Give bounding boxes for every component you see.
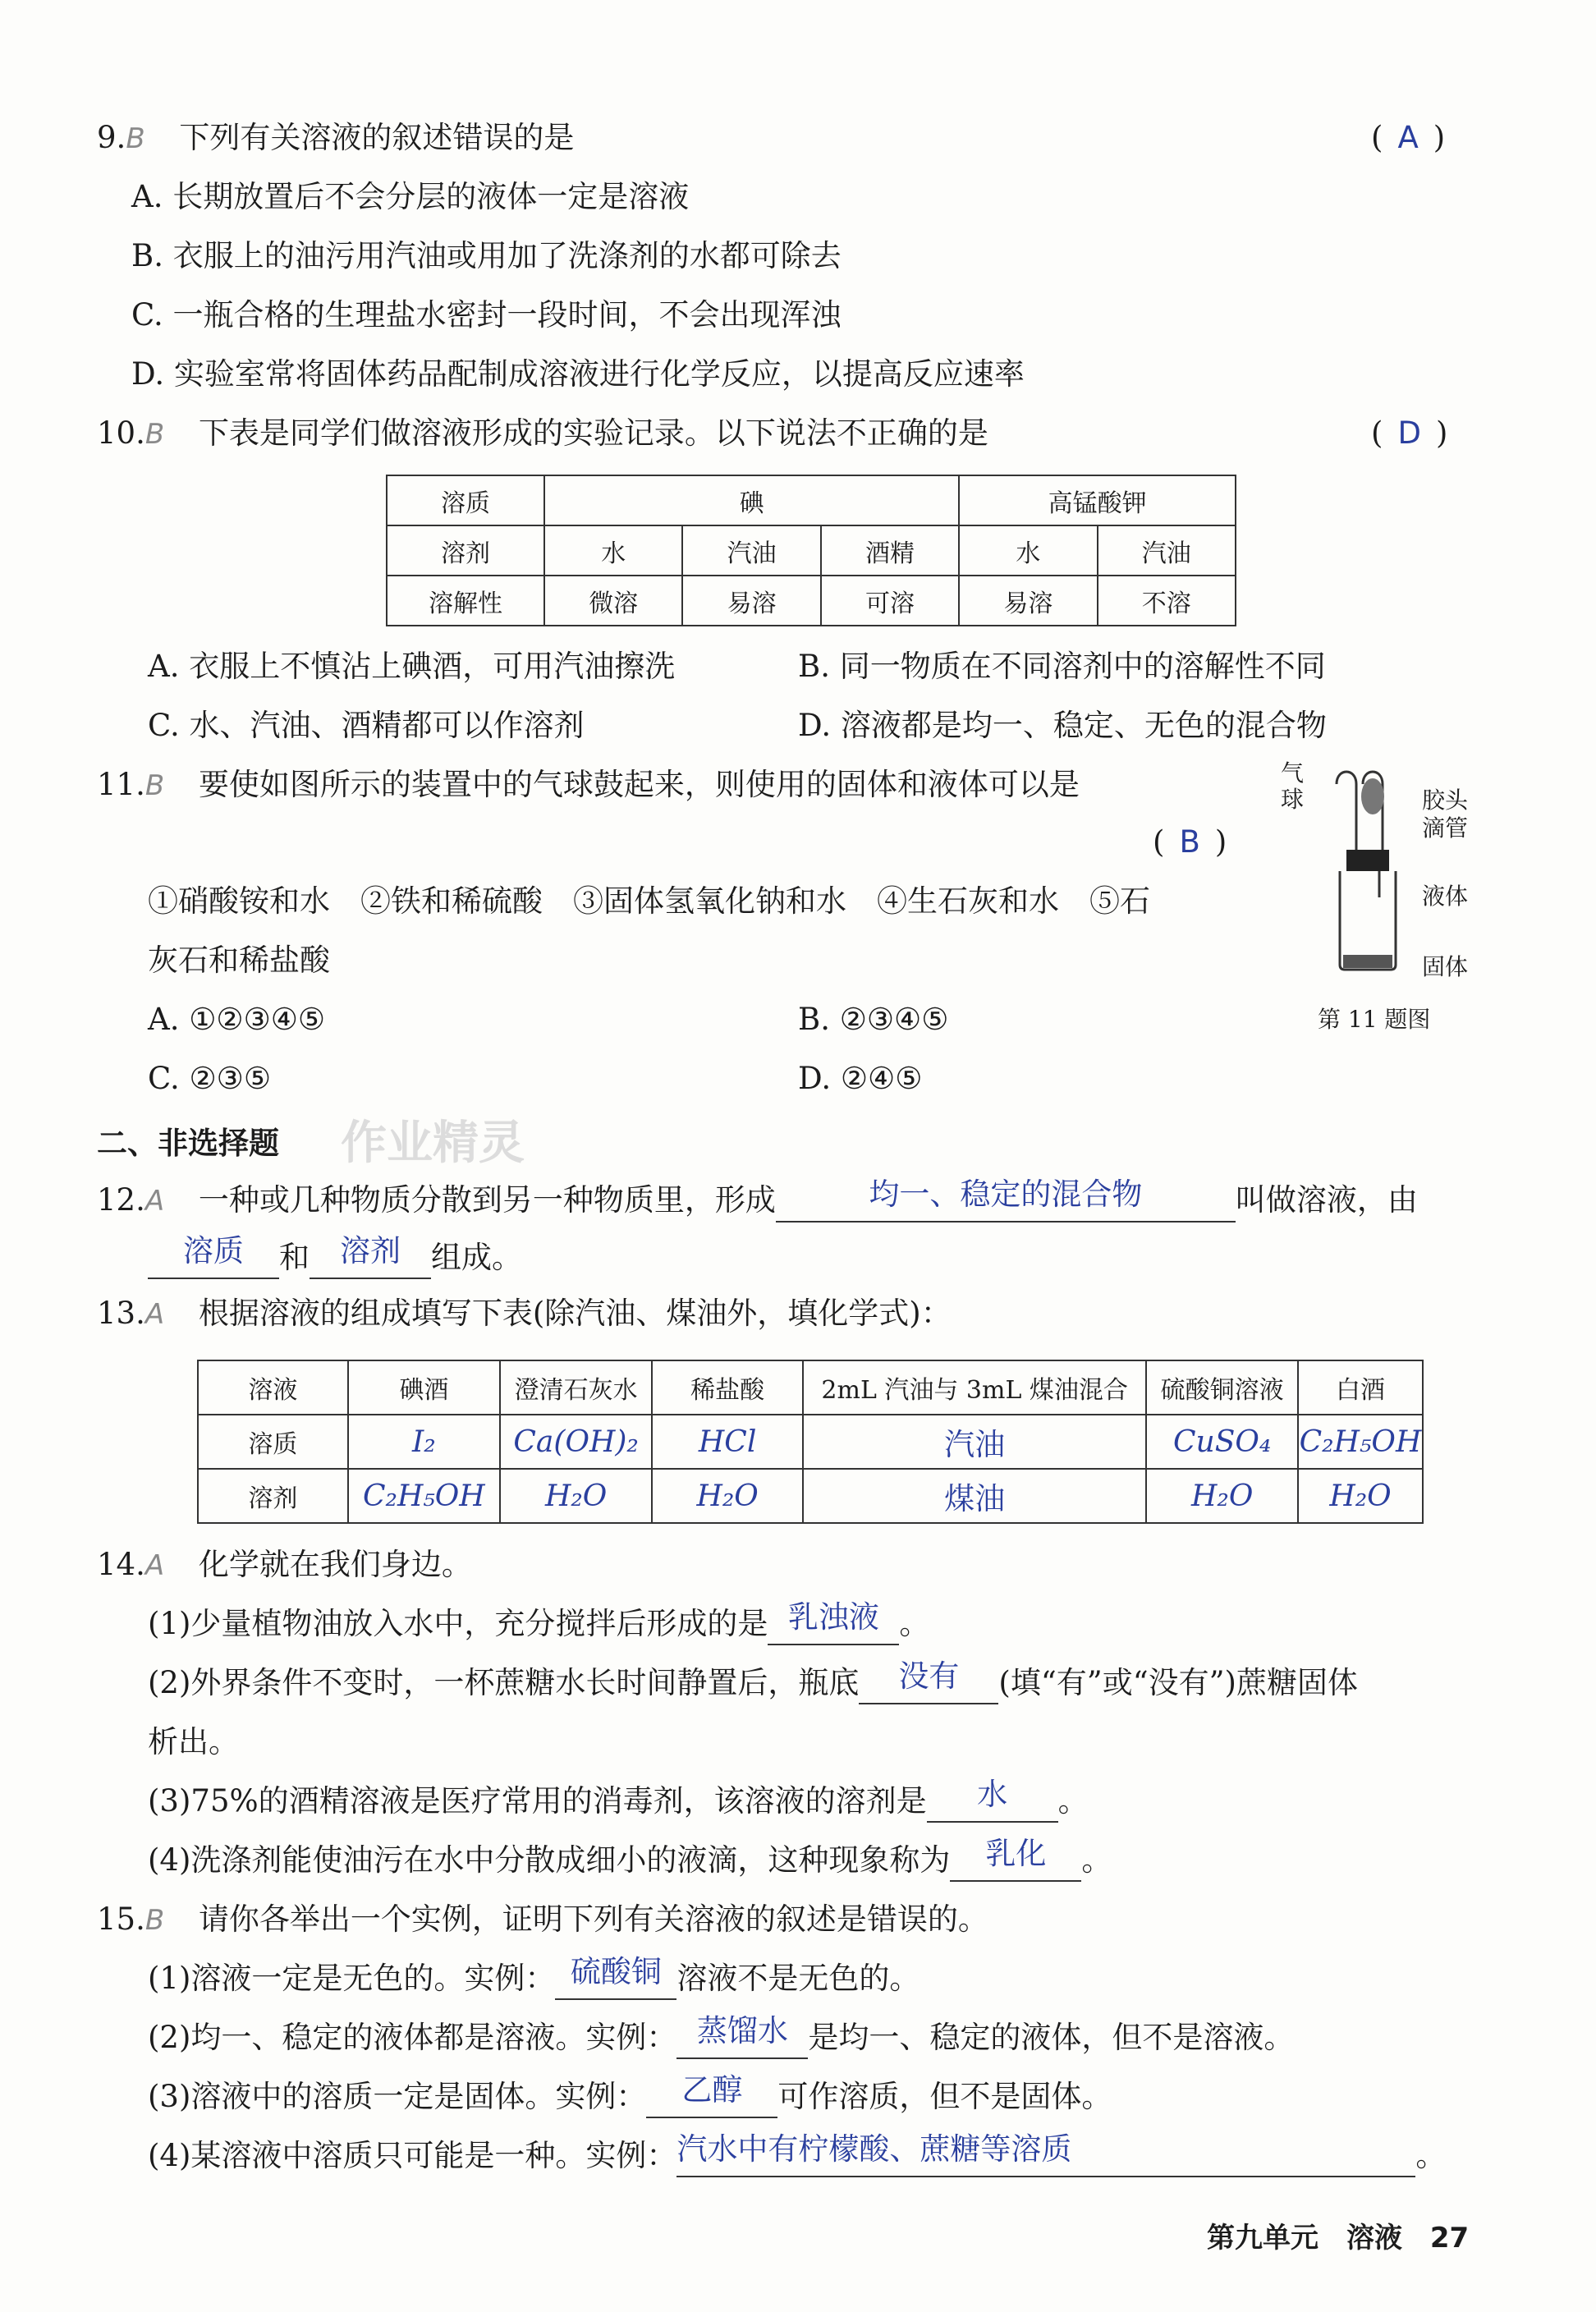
q15-p1-answer: 硫酸铜 <box>570 1954 662 1989</box>
solid-layer <box>1343 955 1392 968</box>
q15-p4-text: (4)某溶液中溶质只可能是一种。实例： <box>148 2138 677 2173</box>
q9-answer: A <box>1397 120 1419 155</box>
q9-option-d: D. 实验室常将固体药品配制成溶液进行化学反应，以提高反应速率 <box>131 356 1025 392</box>
q10-cell: 易溶 <box>959 576 1097 626</box>
q10-cell: 易溶 <box>682 576 820 626</box>
q14-p1-answer: 乳浊液 <box>787 1599 879 1635</box>
q15-p2-blank[interactable] <box>676 2013 808 2059</box>
q13-solvent-cell[interactable]: H₂O <box>1146 1469 1298 1523</box>
q15-number: 15. <box>97 1901 145 1937</box>
q10-row3-label: 溶解性 <box>387 576 544 626</box>
q12-line2 <box>148 1233 522 1279</box>
watermark: 作业精灵 <box>341 1117 525 1170</box>
q10-option-b: B. 同一物质在不同溶剂中的溶解性不同 <box>798 649 1326 684</box>
page-number: 27 <box>1429 2222 1470 2255</box>
q12-text3: 和 <box>279 1240 310 1275</box>
q12-text4: 组成。 <box>431 1240 522 1275</box>
q12-number: 12. <box>97 1182 145 1218</box>
q12-line1 <box>97 1179 1418 1223</box>
q14-p3-answer: 水 <box>977 1777 1008 1812</box>
q10-cell: 汽油 <box>682 525 820 576</box>
q15-p2-answer: 蒸馏水 <box>696 2013 788 2048</box>
q10-stem: 下表是同学们做溶液形成的实验记录。以下说法不正确的是 <box>198 415 988 451</box>
flask-apparatus-diagram <box>1314 759 1420 973</box>
q14-p4-answer: 乳化 <box>985 1836 1047 1871</box>
q13-line <box>97 1292 952 1336</box>
q12-text1: 一种或几种物质分散到另一种物质里，形成 <box>198 1182 776 1218</box>
q15-p4-end: 。 <box>1415 2138 1447 2173</box>
q15-p4-blank[interactable] <box>676 2131 1415 2177</box>
q12-blank1[interactable] <box>776 1177 1236 1223</box>
q14-part2-cont: 析出。 <box>148 1724 239 1759</box>
q13-header: 碘酒 <box>348 1360 500 1415</box>
q10-iodine: 碘 <box>544 475 959 525</box>
stopper <box>1346 850 1389 871</box>
q14-p4-end: 。 <box>1081 1842 1112 1878</box>
q13-solvent-cell[interactable]: H₂O <box>500 1469 652 1523</box>
q13-number: 13. <box>97 1296 145 1331</box>
q14-stem: 化学就在我们身边。 <box>198 1547 472 1582</box>
q9-level: B <box>126 122 145 155</box>
q10-option-c: C. 水、汽油、酒精都可以作溶剂 <box>148 708 585 743</box>
q13-solute-cell[interactable]: I₂ <box>348 1415 500 1469</box>
q15-p3-blank[interactable] <box>646 2072 777 2118</box>
q10-option-d: D. 溶液都是均一、稳定、无色的混合物 <box>798 708 1327 743</box>
section-title: 二、非选择题 <box>97 1126 279 1161</box>
q11-number: 11. <box>97 767 145 802</box>
q15-part1 <box>148 1954 920 2000</box>
q10-cell: 水 <box>959 525 1097 576</box>
q13-solute-cell[interactable]: HCl <box>652 1415 803 1469</box>
q13-header: 澄清石灰水 <box>500 1360 652 1415</box>
q15-p3-answer: 乙醇 <box>681 2072 743 2108</box>
q15-p2-text: (2)均一、稳定的液体都是溶液。实例： <box>148 2020 677 2055</box>
figure-caption: 第 11 题图 <box>1318 1006 1431 1033</box>
q15-part4 <box>148 2131 1447 2177</box>
q10-kmno4: 高锰酸钾 <box>959 475 1236 525</box>
q15-p1-blank[interactable] <box>555 1954 676 2000</box>
q14-p3-text: (3)75%的酒精溶液是医疗常用的消毒剂，该溶液的溶剂是 <box>148 1783 927 1819</box>
q13-solute-label: 溶质 <box>198 1415 348 1469</box>
q13-stem: 根据溶液的组成填写下表(除汽油、煤油外，填化学式)： <box>198 1296 952 1331</box>
q13-solute-cell[interactable]: Ca(OH)₂ <box>500 1415 652 1469</box>
q12-answer2: 溶质 <box>183 1233 244 1268</box>
q13-solute-cell[interactable]: C₂H₅OH <box>1298 1415 1423 1469</box>
q10-number: 10. <box>97 415 145 451</box>
q13-header: 硫酸铜溶液 <box>1146 1360 1298 1415</box>
q15-p3-end: 可作溶质，但不是固体。 <box>777 2079 1112 2114</box>
q14-p4-blank[interactable] <box>950 1836 1081 1882</box>
q14-part1 <box>148 1599 930 1645</box>
footer <box>1207 2215 1469 2255</box>
dropper-label <box>1422 787 1468 842</box>
q14-p2-text: (2)外界条件不变时，一杯蔗糖水长时间静置后，瓶底 <box>148 1665 860 1700</box>
q13-solvent-label: 溶剂 <box>198 1469 348 1523</box>
q14-part3 <box>148 1777 1089 1823</box>
q10-level: B <box>144 418 165 451</box>
q15-stem: 请你各举出一个实例，证明下列有关溶液的叙述是错误的。 <box>198 1901 988 1937</box>
q14-p1-blank[interactable] <box>768 1599 899 1645</box>
q11-option-a: A. ①②③④⑤ <box>148 1002 326 1037</box>
unit-title: 第九单元 溶液 <box>1207 2222 1402 2255</box>
q13-header: 2mL 汽油与 3mL 煤油混合 <box>803 1360 1146 1415</box>
q14-part2 <box>148 1658 1358 1704</box>
solid-label: 固体 <box>1422 953 1469 980</box>
q9-option-a: A. 长期放置后不会分层的液体一定是溶液 <box>131 179 690 214</box>
q12-blank2[interactable] <box>148 1233 279 1279</box>
q10-cell: 不溶 <box>1098 576 1236 626</box>
q9-option-b: B. 衣服上的油污用汽油或用加了洗涤剂的水都可除去 <box>131 238 842 273</box>
q13-table <box>197 1360 1424 1524</box>
q14-part4 <box>148 1836 1112 1882</box>
q14-p3-end: 。 <box>1057 1783 1089 1819</box>
q11-level: B <box>144 769 165 802</box>
q9-answer-bracket: ( A ) <box>1371 120 1446 155</box>
q9-option-c: C. 一瓶合格的生理盐水密封一段时间，不会出现浑浊 <box>131 297 842 333</box>
q10-table <box>386 475 1236 626</box>
q12-blank3[interactable] <box>310 1233 431 1279</box>
q10-cell: 酒精 <box>821 525 959 576</box>
q11-line <box>97 764 1080 807</box>
q10-row1-label: 溶质 <box>387 475 544 525</box>
q13-solute-cell[interactable]: CuSO₄ <box>1146 1415 1298 1469</box>
q10-line <box>97 412 988 456</box>
q15-part2 <box>148 2013 1295 2059</box>
q15-p1-end: 溶液不是无色的。 <box>676 1961 920 1996</box>
q13-solvent-cell[interactable]: H₂O <box>652 1469 803 1523</box>
q15-level: B <box>144 1904 165 1937</box>
q12-answer3: 溶剂 <box>340 1233 401 1268</box>
dropper-label-line2: 滴管 <box>1422 814 1469 842</box>
q14-p3-blank[interactable] <box>927 1777 1058 1823</box>
q15-p1-text: (1)溶液一定是无色的。实例： <box>148 1961 556 1996</box>
q15-line <box>97 1898 988 1942</box>
q13-solute-cell[interactable]: 汽油 <box>803 1415 1146 1469</box>
q12-answer1: 均一、稳定的混合物 <box>869 1177 1143 1212</box>
q11-option-b: B. ②③④⑤ <box>798 1002 949 1037</box>
q14-line <box>97 1544 472 1587</box>
q10-cell: 可溶 <box>821 576 959 626</box>
q14-p2-blank[interactable] <box>859 1658 998 1704</box>
q13-solvent-cell[interactable]: C₂H₅OH <box>348 1469 500 1523</box>
q11-option-d: D. ②④⑤ <box>798 1061 923 1096</box>
q14-level: A <box>144 1549 165 1582</box>
dropper-bulb <box>1361 778 1384 814</box>
q13-header: 溶液 <box>198 1360 348 1415</box>
balloon-label-line2: 球 <box>1281 786 1305 813</box>
balloon-tube <box>1337 772 1356 858</box>
balloon-label-line1: 气 <box>1281 759 1305 787</box>
dropper-label-line1: 胶头 <box>1422 787 1469 814</box>
q11-items-line2: 灰石和稀盐酸 <box>148 943 330 978</box>
q13-header: 稀盐酸 <box>652 1360 803 1415</box>
q13-header: 白酒 <box>1298 1360 1423 1415</box>
q12-text2: 叫做溶液，由 <box>1235 1182 1418 1218</box>
q9-line <box>97 117 574 160</box>
q11-answer-bracket: ( B ) <box>1153 824 1227 860</box>
q14-p2-end: (填“有”或“没有”)蔗糖固体 <box>998 1665 1358 1700</box>
q14-number: 14. <box>97 1547 145 1582</box>
q15-part3 <box>148 2072 1112 2118</box>
q11-option-c: C. ②③⑤ <box>148 1061 272 1096</box>
q14-p1-end: 。 <box>899 1606 930 1641</box>
q9-number: 9. <box>97 120 126 155</box>
q11-items-line1: ①硝酸铵和水 ②铁和稀硫酸 ③固体氢氧化钠和水 ④生石灰和水 ⑤石 <box>148 883 1150 919</box>
q12-level: A <box>144 1185 165 1218</box>
q13-solvent-cell[interactable]: H₂O <box>1298 1469 1423 1523</box>
q10-answer: D <box>1397 415 1421 451</box>
q14-p4-text: (4)洗涤剂能使油污在水中分散成细小的液滴，这种现象称为 <box>148 1842 951 1878</box>
q10-option-a: A. 衣服上不慎沾上碘酒，可用汽油擦洗 <box>148 649 676 684</box>
q14-p1-text: (1)少量植物油放入水中，充分搅拌后形成的是 <box>148 1606 768 1641</box>
q10-cell: 水 <box>544 525 682 576</box>
q15-p4-answer: 汽水中有柠檬酸、蔗糖等溶质 <box>676 2131 1072 2167</box>
q10-cell: 汽油 <box>1098 525 1236 576</box>
balloon-label <box>1281 760 1304 813</box>
q13-level: A <box>144 1298 165 1331</box>
q15-p2-end: 是均一、稳定的液体，但不是溶液。 <box>808 2020 1295 2055</box>
q10-cell: 微溶 <box>544 576 682 626</box>
q15-p3-text: (3)溶液中的溶质一定是固体。实例： <box>148 2079 647 2114</box>
q10-row2-label: 溶剂 <box>387 525 544 576</box>
q11-answer: B <box>1179 824 1200 860</box>
q14-p2-answer: 没有 <box>898 1658 960 1694</box>
q13-solvent-cell[interactable]: 煤油 <box>803 1469 1146 1523</box>
liquid-label: 液体 <box>1422 883 1469 910</box>
q11-stem: 要使如图所示的装置中的气球鼓起来，则使用的固体和液体可以是 <box>198 767 1080 802</box>
q9-stem: 下列有关溶液的叙述错误的是 <box>179 120 575 155</box>
q10-answer-bracket: ( D ) <box>1371 415 1448 451</box>
